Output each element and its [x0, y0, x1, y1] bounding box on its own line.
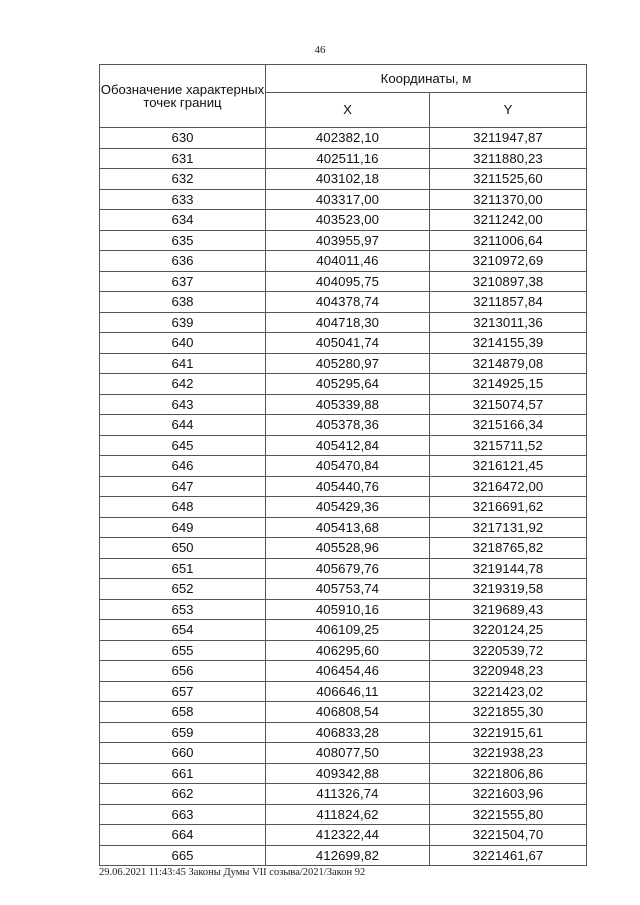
table-row [100, 825, 587, 846]
x-coordinate-cell: 402511,16 [266, 148, 430, 169]
x-coordinate-cell: 409342,88 [266, 763, 430, 784]
point-id-cell: 664 [100, 825, 266, 846]
y-coordinate-cell: 3214155,39 [430, 333, 587, 354]
x-coordinate-cell: 405412,84 [266, 435, 430, 456]
table-row [100, 661, 587, 682]
x-coordinate-cell: 408077,50 [266, 743, 430, 764]
x-coordinate-cell: 412699,82 [266, 845, 430, 866]
point-id-cell: 656 [100, 661, 266, 682]
y-coordinate-cell: 3221504,70 [430, 825, 587, 846]
y-coordinate-cell: 3215166,34 [430, 415, 587, 436]
point-id-cell: 641 [100, 353, 266, 374]
point-id-cell: 649 [100, 517, 266, 538]
x-coordinate-cell: 406454,46 [266, 661, 430, 682]
table-row [100, 804, 587, 825]
y-coordinate-cell: 3221938,23 [430, 743, 587, 764]
point-header: Обозначение характерных точек границ [100, 65, 266, 128]
table-row [100, 579, 587, 600]
table-row [100, 148, 587, 169]
point-id-cell: 634 [100, 210, 266, 231]
coords-header: Координаты, м [266, 65, 587, 93]
y-coordinate-cell: 3221806,86 [430, 763, 587, 784]
point-id-cell: 633 [100, 189, 266, 210]
x-coordinate-cell: 404095,75 [266, 271, 430, 292]
x-coordinate-cell: 406295,60 [266, 640, 430, 661]
x-coordinate-cell: 405753,74 [266, 579, 430, 600]
point-id-cell: 657 [100, 681, 266, 702]
x-coordinate-cell: 406808,54 [266, 702, 430, 723]
y-coordinate-cell: 3215711,52 [430, 435, 587, 456]
table-row [100, 640, 587, 661]
x-coordinate-cell: 405528,96 [266, 538, 430, 559]
y-coordinate-cell: 3210897,38 [430, 271, 587, 292]
x-coordinate-cell: 403523,00 [266, 210, 430, 231]
y-coordinate-cell: 3216691,62 [430, 497, 587, 518]
x-coordinate-cell: 405378,36 [266, 415, 430, 436]
x-coordinate-cell: 405910,16 [266, 599, 430, 620]
x-coordinate-cell: 405413,68 [266, 517, 430, 538]
point-id-cell: 637 [100, 271, 266, 292]
x-coordinate-cell: 404718,30 [266, 312, 430, 333]
table-row [100, 456, 587, 477]
x-header: X [266, 93, 430, 128]
y-coordinate-cell: 3216121,45 [430, 456, 587, 477]
x-coordinate-cell: 404011,46 [266, 251, 430, 272]
y-coordinate-cell: 3220539,72 [430, 640, 587, 661]
y-coordinate-cell: 3211880,23 [430, 148, 587, 169]
point-id-cell: 647 [100, 476, 266, 497]
point-id-cell: 638 [100, 292, 266, 313]
table-row [100, 599, 587, 620]
point-id-cell: 648 [100, 497, 266, 518]
point-id-cell: 640 [100, 333, 266, 354]
y-coordinate-cell: 3213011,36 [430, 312, 587, 333]
y-coordinate-cell: 3218765,82 [430, 538, 587, 559]
point-id-cell: 659 [100, 722, 266, 743]
point-id-cell: 652 [100, 579, 266, 600]
point-id-cell: 660 [100, 743, 266, 764]
x-coordinate-cell: 405280,97 [266, 353, 430, 374]
point-id-cell: 635 [100, 230, 266, 251]
table-row [100, 784, 587, 805]
point-id-cell: 632 [100, 169, 266, 190]
y-coordinate-cell: 3219319,58 [430, 579, 587, 600]
table-row [100, 415, 587, 436]
table-row [100, 476, 587, 497]
table-row [100, 497, 587, 518]
x-coordinate-cell: 404378,74 [266, 292, 430, 313]
y-coordinate-cell: 3211947,87 [430, 128, 587, 149]
table-row [100, 210, 587, 231]
table-row [100, 517, 587, 538]
x-coordinate-cell: 412322,44 [266, 825, 430, 846]
y-coordinate-cell: 3220124,25 [430, 620, 587, 641]
x-coordinate-cell: 405295,64 [266, 374, 430, 395]
x-coordinate-cell: 405470,84 [266, 456, 430, 477]
point-id-cell: 643 [100, 394, 266, 415]
point-id-cell: 645 [100, 435, 266, 456]
table-row [100, 763, 587, 784]
table-body [100, 128, 587, 866]
point-id-cell: 636 [100, 251, 266, 272]
point-id-cell: 662 [100, 784, 266, 805]
y-coordinate-cell: 3216472,00 [430, 476, 587, 497]
table-row [100, 374, 587, 395]
table-row [100, 353, 587, 374]
y-coordinate-cell: 3221603,96 [430, 784, 587, 805]
x-coordinate-cell: 405429,36 [266, 497, 430, 518]
table-row [100, 538, 587, 559]
x-coordinate-cell: 406833,28 [266, 722, 430, 743]
table-row [100, 722, 587, 743]
x-coordinate-cell: 405339,88 [266, 394, 430, 415]
table-row [100, 743, 587, 764]
point-id-cell: 655 [100, 640, 266, 661]
point-id-cell: 651 [100, 558, 266, 579]
x-coordinate-cell: 405679,76 [266, 558, 430, 579]
table-row [100, 333, 587, 354]
table-row [100, 251, 587, 272]
y-coordinate-cell: 3219144,78 [430, 558, 587, 579]
point-id-cell: 663 [100, 804, 266, 825]
table-row [100, 681, 587, 702]
table-row [100, 435, 587, 456]
y-coordinate-cell: 3211857,84 [430, 292, 587, 313]
table-row [100, 620, 587, 641]
x-coordinate-cell: 402382,10 [266, 128, 430, 149]
y-coordinate-cell: 3210972,69 [430, 251, 587, 272]
point-id-cell: 646 [100, 456, 266, 477]
x-coordinate-cell: 406109,25 [266, 620, 430, 641]
table-row [100, 271, 587, 292]
y-coordinate-cell: 3221855,30 [430, 702, 587, 723]
point-id-cell: 661 [100, 763, 266, 784]
point-id-cell: 653 [100, 599, 266, 620]
table-row [100, 312, 587, 333]
x-coordinate-cell: 403317,00 [266, 189, 430, 210]
point-id-cell: 654 [100, 620, 266, 641]
y-coordinate-cell: 3211370,00 [430, 189, 587, 210]
x-coordinate-cell: 411326,74 [266, 784, 430, 805]
table-row [100, 292, 587, 313]
page-number: 46 [314, 44, 326, 56]
y-coordinate-cell: 3219689,43 [430, 599, 587, 620]
y-coordinate-cell: 3217131,92 [430, 517, 587, 538]
point-id-cell: 644 [100, 415, 266, 436]
point-id-cell: 639 [100, 312, 266, 333]
y-coordinate-cell: 3211242,00 [430, 210, 587, 231]
point-id-cell: 658 [100, 702, 266, 723]
table-row [100, 189, 587, 210]
table-row [100, 394, 587, 415]
y-coordinate-cell: 3221461,67 [430, 845, 587, 866]
y-coordinate-cell: 3211525,60 [430, 169, 587, 190]
x-coordinate-cell: 411824,62 [266, 804, 430, 825]
table-row [100, 845, 587, 866]
table-row [100, 169, 587, 190]
table-row [100, 558, 587, 579]
x-coordinate-cell: 405041,74 [266, 333, 430, 354]
point-id-cell: 665 [100, 845, 266, 866]
y-coordinate-cell: 3214879,08 [430, 353, 587, 374]
table-row [100, 702, 587, 723]
point-id-cell: 642 [100, 374, 266, 395]
y-coordinate-cell: 3211006,64 [430, 230, 587, 251]
x-coordinate-cell: 403102,18 [266, 169, 430, 190]
y-coordinate-cell: 3221915,61 [430, 722, 587, 743]
y-coordinate-cell: 3221423,02 [430, 681, 587, 702]
y-coordinate-cell: 3215074,57 [430, 394, 587, 415]
table-header [100, 65, 587, 128]
point-id-cell: 631 [100, 148, 266, 169]
y-coordinate-cell: 3220948,23 [430, 661, 587, 682]
x-coordinate-cell: 405440,76 [266, 476, 430, 497]
x-coordinate-cell: 403955,97 [266, 230, 430, 251]
footer-stamp: 29.06.2021 11:43:45 Законы Думы VII созыва/2021/Закон 92 [99, 867, 366, 878]
table-row [100, 128, 587, 149]
y-coordinate-cell: 3214925,15 [430, 374, 587, 395]
y-header: Y [430, 93, 587, 128]
point-id-cell: 650 [100, 538, 266, 559]
x-coordinate-cell: 406646,11 [266, 681, 430, 702]
point-id-cell: 630 [100, 128, 266, 149]
table-row [100, 230, 587, 251]
coordinates-table [99, 64, 587, 866]
y-coordinate-cell: 3221555,80 [430, 804, 587, 825]
